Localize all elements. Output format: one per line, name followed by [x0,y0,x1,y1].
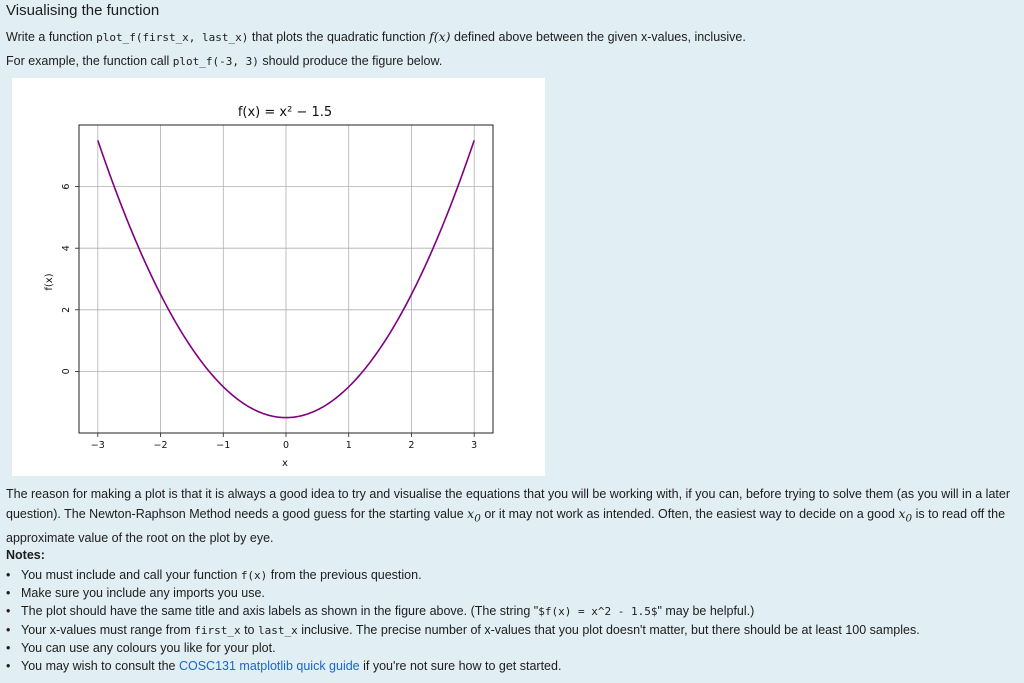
x-tick-label: 3 [471,440,478,451]
note-code: f(x) [240,569,268,582]
note-code: $f(x) = x^2 - 1.5$ [538,605,658,619]
x-tick-label: −2 [153,440,168,451]
x-tick-label: −3 [90,440,105,451]
y-tick-label: 6 [61,183,72,190]
intro-text-3: defined above between the given x-values, inclusive. [450,30,746,44]
note-text: Your x-values must range from [21,622,195,637]
note-text: " may be helpful.) [657,604,755,619]
explanation-paragraph [6,485,1016,548]
y-tick-label: 4 [61,245,72,252]
note-text: inclusive. The precise number of x-values that you plot doesn't matter, but there should be at least 100 samples. [297,622,920,637]
x-tick-label: −1 [216,440,231,451]
para-text-2: or it may not work as intended. Often, the easiest way to decide on a good [480,507,899,521]
x0-symbol [467,506,481,525]
intro-text-2: that plots the quadratic function [248,30,430,44]
x-tick-label: 1 [345,440,352,451]
note-text: if you're not sure how to get started. [359,658,562,673]
intro-instruction [6,29,746,44]
example-text-2: should produce the figure below. [258,54,443,68]
note-text: The plot should have the same title and axis labels as shown in the figure above. (The string " [21,604,539,619]
para-text-1: The reason for making a plot is that it is always a good idea to try and visualise the equations that you will be working with, if you can, before trying to solve them (as you will in a later question). The Newton-Raphson Method needs a good guess for the starting value [6,487,1010,521]
note-item [0,602,920,620]
notes-list [0,566,920,675]
example-call-code: plot_f(-3, 3) [172,55,259,68]
x0-subscript-2: 0 [905,512,913,525]
example-instruction [6,54,442,68]
function-math: f(x) [429,29,451,44]
x-tick-label: 0 [282,440,290,451]
note-item [0,584,920,602]
note-text: Make sure you include any imports you use. [21,586,265,601]
para-text-3: is to read off the approximate value of the root on the plot by eye. [6,507,1006,545]
note-item [0,621,920,639]
matplotlib-guide-link[interactable]: COSC131 matplotlib quick guide [178,658,360,673]
note-code: first_x [194,623,241,637]
note-code: last_x [257,623,298,637]
note-text: You can use any colours you like for your plot. [21,640,276,655]
note-item [0,657,920,675]
note-text: from the previous question. [267,568,422,582]
notes-title: Notes: [6,548,45,562]
function-signature-code: plot_f(first_x, last_x) [96,31,249,44]
x-tick-label: 2 [408,440,415,451]
x-axis-label: x [282,458,288,469]
x0-base-2: x [898,506,906,521]
note-item [0,566,920,584]
note-text: You must include and call your function [21,568,241,582]
note-text: You may wish to consult the [21,658,179,673]
intro-text-1: Write a function [6,30,97,44]
chart-title: f(x) = x² − 1.5 [237,105,333,120]
section-heading: Visualising the function [6,2,160,19]
y-tick-label: 0 [61,368,72,375]
note-text: to [240,622,258,637]
x0-subscript: 0 [474,512,481,525]
example-text-1: For example, the function call [6,54,173,68]
x0-base: x [467,506,475,521]
x0-symbol-2 [898,506,913,525]
figure-image [12,78,545,476]
y-axis-label: f(x) [44,273,55,291]
function-plot [12,78,545,476]
note-item [0,639,920,657]
y-tick-label: 2 [61,306,72,313]
